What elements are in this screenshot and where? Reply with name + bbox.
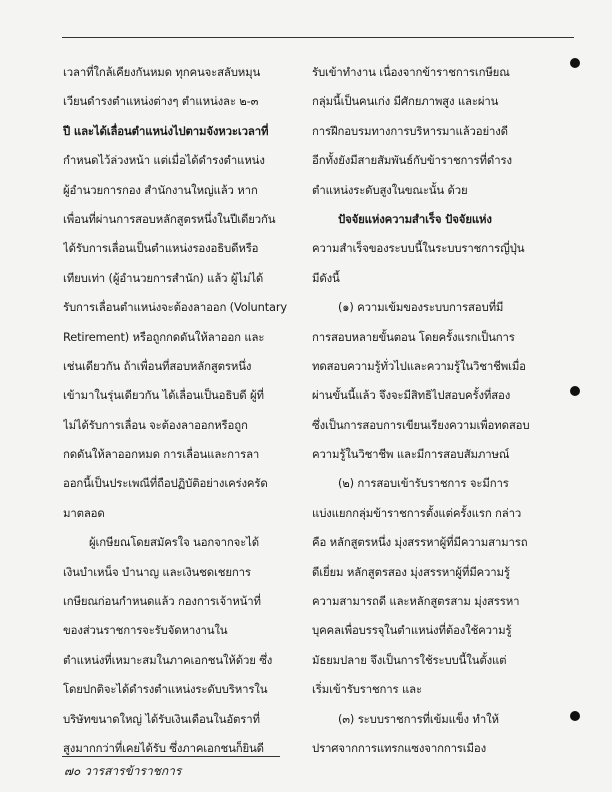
text-line: มีดังนี้	[312, 270, 340, 285]
punch-hole-middle	[570, 386, 580, 396]
header-rule	[62, 37, 574, 38]
text-line: Retirement) หรือถูกกดดันให้ลาออก และ	[63, 329, 265, 344]
text-line: ดีเยี่ยม หลักสูตรสอง มุ่งสรรหาผู้ที่มีความรู้	[312, 564, 510, 579]
text-line: ของส่วนราชการจะรับจัดหางานใน	[63, 623, 228, 638]
text-line: เวียนดำรงตำแหน่งต่างๆ ตำแหน่งละ ๒-๓	[63, 94, 259, 109]
footer-rule	[62, 756, 280, 757]
text-line: เข้ามาในรุ่นเดียวกัน ได้เลื่อนเป็นอธิบดี ผู้ที่	[63, 388, 264, 403]
text-line: ทดสอบความรู้ทั่วไปและความรู้ในวิชาชีพเมื่อ	[312, 358, 526, 373]
list-item-line: (๓) ระบบราชการที่เข้มแข็ง ทำให้	[338, 711, 499, 726]
text-line: ความสามารถดี และหลักสูตรสาม มุ่งสรรหา	[312, 594, 520, 609]
list-item-line: (๒) การสอบเข้ารับราชการ จะมีการ	[338, 476, 509, 491]
text-line: ซึ่งเป็นการสอบการเขียนเรียงความเพื่อทดสอบ	[312, 417, 530, 432]
text-line: อีกทั้งยังมีสายสัมพันธ์กับข้าราชการที่ดำรง	[312, 153, 512, 168]
text-line: ออกนี้เป็นประเพณีที่ถือปฏิบัติอย่างเคร่งครัด	[63, 476, 268, 491]
text-line: ความรู้ในวิชาชีพ และมีการสอบสัมภาษณ์	[312, 447, 510, 462]
punch-hole-bottom	[570, 711, 580, 721]
list-item-line: (๑) ความเข้มของระบบการสอบที่มี	[338, 300, 504, 315]
text-line: กดดันให้ลาออกหมด การเลื่อนและการลา	[63, 447, 260, 462]
text-line: เทียบเท่า (ผู้อำนวยการสำนัก) แล้ว ผู้ไม่ได้	[63, 270, 264, 285]
text-line: ปราศจากการแทรกแซงจากการเมือง	[312, 740, 486, 755]
text-line: ปี และได้เลื่อนตำแหน่งไปตามจังหวะเวลาที่	[63, 123, 269, 138]
text-line: กลุ่มนี้เป็นคนเก่ง มีศักยภาพสูง และผ่าน	[312, 94, 499, 109]
paragraph-start-line: ผู้เกษียณโดยสมัครใจ นอกจากจะได้	[89, 535, 259, 550]
text-line: มาตลอด	[63, 505, 105, 520]
text-line: ตำแหน่งที่เหมาะสมในภาคเอกชนให้ด้วย ซึ่ง	[63, 652, 273, 667]
text-line: ความสำเร็จของระบบนี้ในระบบราชการญี่ปุ่น	[312, 241, 525, 256]
text-line: เพื่อนที่ผ่านการสอบหลักสูตรหนึ่งในปีเดียวกัน	[63, 211, 276, 226]
right-column	[312, 58, 538, 763]
text-line: รับเข้าทำงาน เนื่องจากข้าราชการเกษียณ	[312, 65, 510, 79]
text-line: คือ หลักสูตรหนึ่ง มุ่งสรรหาผู้ที่มีความสามารถ	[312, 535, 528, 550]
text-line: การฝึกอบรมทางการบริหารมาแล้วอย่างดี	[312, 123, 508, 138]
text-line: แบ่งแยกกลุ่มข้าราชการตั้งแต่ครั้งแรก กล่าว	[312, 505, 522, 520]
text-line: เช่นเดียวกัน ถ้าเพื่อนที่สอบหลักสูตรหนึ่ง	[63, 358, 252, 373]
text-line: บริษัทขนาดใหญ่ ได้รับเงินเดือนในอัตราที่	[63, 711, 260, 726]
text-line: โดยปกติจะได้ดำรงตำแหน่งระดับบริหารใน	[63, 682, 268, 697]
text-line: สูงมากกว่าที่เคยได้รับ ซึ่งภาคเอกชนก็ยินดี	[63, 740, 264, 755]
text-line: ผู้อำนวยการกอง สำนักงานใหญ่แล้ว หาก	[63, 182, 258, 197]
punch-hole-top	[570, 58, 580, 68]
text-line: ไม่ได้รับการเลื่อน จะต้องลาออกหรือถูก	[63, 417, 248, 432]
text-line: รับการเลื่อนตำแหน่งจะต้องลาออก (Voluntary	[63, 300, 287, 315]
page-footer: ๗๐ วารสารข้าราชการ	[64, 764, 182, 778]
text-line: ตำแหน่งระดับสูงในขณะนั้น ด้วย	[312, 182, 468, 197]
text-line: ได้รับการเลื่อนเป็นตำแหน่งรองอธิบดีหรือ	[63, 241, 259, 256]
text-line: เกษียณก่อนกำหนดแล้ว กองการเจ้าหน้าที่	[63, 594, 261, 609]
text-line: เริ่มเข้ารับราชการ และ	[312, 682, 422, 697]
text-line: ผ่านขั้นนี้แล้ว จึงจะมีสิทธิไปสอบครั้งที่สอง	[312, 388, 511, 403]
section-heading-line: ปัจจัยแห่งความสำเร็จ ปัจจัยแห่ง	[338, 211, 492, 226]
text-line: เวลาที่ใกล้เคียงกันหมด ทุกคนจะสลับหมุน	[63, 65, 261, 79]
text-line: กำหนดไว้ล่วงหน้า แต่เมื่อได้ดำรงตำแหน่ง	[63, 153, 265, 168]
text-line: เงินบำเหน็จ บำนาญ และเงินชดเชยการ	[63, 564, 251, 579]
text-line: บุคคลเพื่อบรรจุในตำแหน่งที่ต้องใช้ความรู้	[312, 623, 512, 638]
left-column	[63, 58, 289, 763]
text-line: การสอบหลายขั้นตอน โดยครั้งแรกเป็นการ	[312, 329, 515, 344]
text-line: มัธยมปลาย จึงเป็นการใช้ระบบนี้ในตั้งแต่	[312, 652, 507, 667]
